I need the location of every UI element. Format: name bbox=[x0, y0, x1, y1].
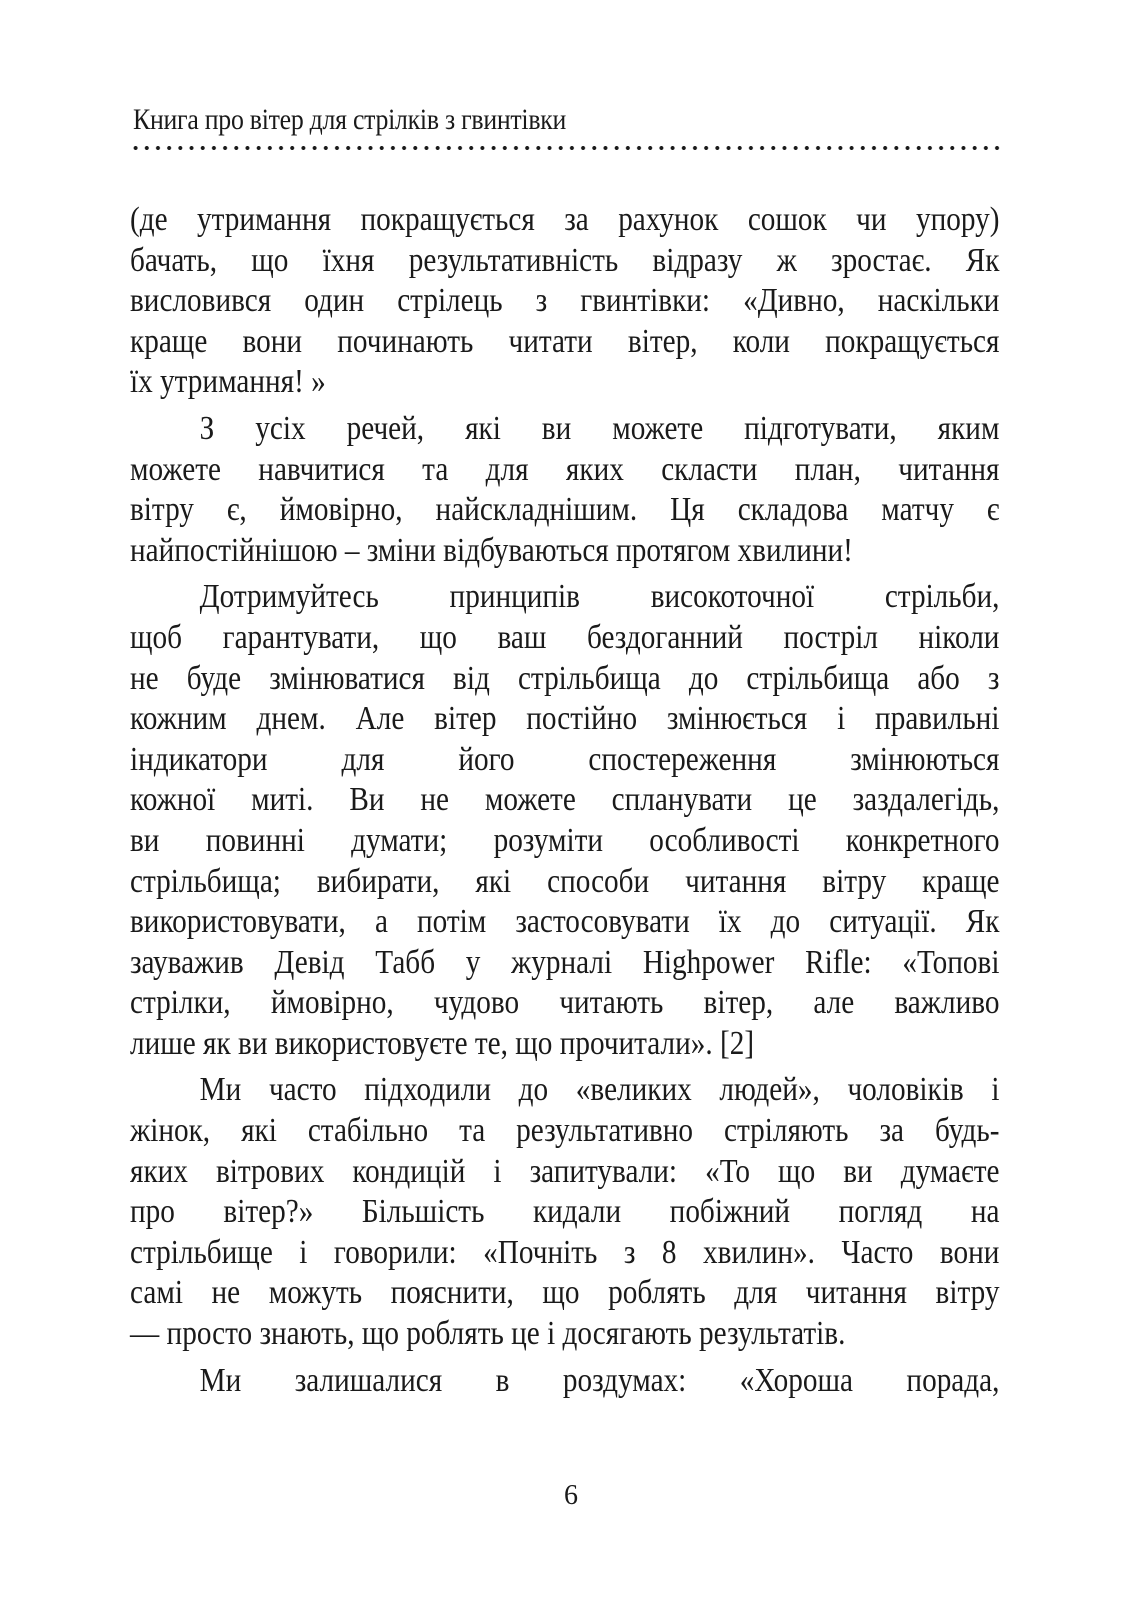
text-line: бачать, що їхня результативність відразу ж зростає. Як bbox=[130, 241, 1000, 279]
paragraph bbox=[130, 200, 1000, 403]
text-line: стрілки, ймовірно, чудово читають вітер, але важливо bbox=[130, 984, 1000, 1022]
paragraph bbox=[130, 409, 1000, 571]
text-line: індикатори для його спостереження змінюються bbox=[130, 740, 1000, 778]
text-line: вітру є, ймовірно, найскладнішим. Ця складова матчу є bbox=[130, 491, 1000, 529]
text-line: Ми залишалися в роздумах: «Хороша порада, bbox=[199, 1361, 1000, 1399]
text-line: не буде змінюватися від стрільбища до стрільбища або з bbox=[130, 659, 1000, 697]
text-line: самі не можуть пояснити, що роблять для читання вітру bbox=[130, 1274, 1000, 1312]
text-line: можете навчитися та для яких скласти план, читання bbox=[130, 450, 1000, 488]
text-line: щоб гарантувати, що ваш бездоганний постріл ніколи bbox=[130, 618, 1000, 656]
paragraph bbox=[130, 1361, 1000, 1402]
text-line: стрільбище і говорили: «Почніть з 8 хвилин». Часто вони bbox=[130, 1233, 1000, 1271]
text-line: Дотримуйтесь принципів високоточної стрільби, bbox=[199, 578, 1000, 616]
body-text bbox=[130, 200, 1000, 1401]
paragraph bbox=[130, 577, 1000, 1064]
dotted-divider bbox=[130, 145, 1000, 151]
text-line: яких вітрових кондицій і запитували: «То що ви думаєте bbox=[130, 1152, 1000, 1190]
text-line: кожної миті. Ви не можете спланувати це заздалегідь, bbox=[130, 781, 1000, 819]
paragraph bbox=[130, 1070, 1000, 1354]
text-line: стрільбища; вибирати, які способи читання вітру краще bbox=[130, 862, 1000, 900]
text-line: — просто знають, що роблять це і досягають результатів. bbox=[130, 1315, 846, 1353]
text-line: кожним днем. Але вітер постійно змінюється і правильні bbox=[130, 700, 1000, 738]
text-line: Ми часто підходили до «великих людей», чоловіків і bbox=[199, 1071, 1000, 1109]
page-number: 6 bbox=[564, 1480, 578, 1511]
text-line: використовувати, а потім застосовувати їх до ситуації. Як bbox=[130, 903, 1000, 941]
running-header: Книга про вітер для стрілків з гвинтівки bbox=[133, 103, 567, 136]
text-line: краще вони починають читати вітер, коли покращується bbox=[130, 322, 1000, 360]
text-line: жінок, які стабільно та результативно стріляють за будь- bbox=[130, 1112, 1000, 1150]
text-line: висловився один стрілець з гвинтівки: «Дивно, наскільки bbox=[130, 282, 1000, 320]
text-line: їх утримання! » bbox=[130, 363, 326, 401]
text-line: З усіх речей, які ви можете підготувати, яким bbox=[199, 409, 1000, 447]
text-line: лише як ви використовуєте те, що прочитали». [2] bbox=[130, 1024, 755, 1062]
text-line: найпостійнішою – зміни відбуваються протягом хвилини! bbox=[130, 531, 853, 569]
text-line: (де утримання покращується за рахунок сошок чи упору) bbox=[130, 201, 1000, 238]
text-line: ви повинні думати; розуміти особливості конкретного bbox=[130, 821, 1000, 859]
text-line: про вітер?» Більшість кидали побіжний погляд на bbox=[130, 1193, 1000, 1231]
text-line: зауважив Девід Табб у журналі Highpower Rifle: «Топові bbox=[130, 943, 1000, 981]
